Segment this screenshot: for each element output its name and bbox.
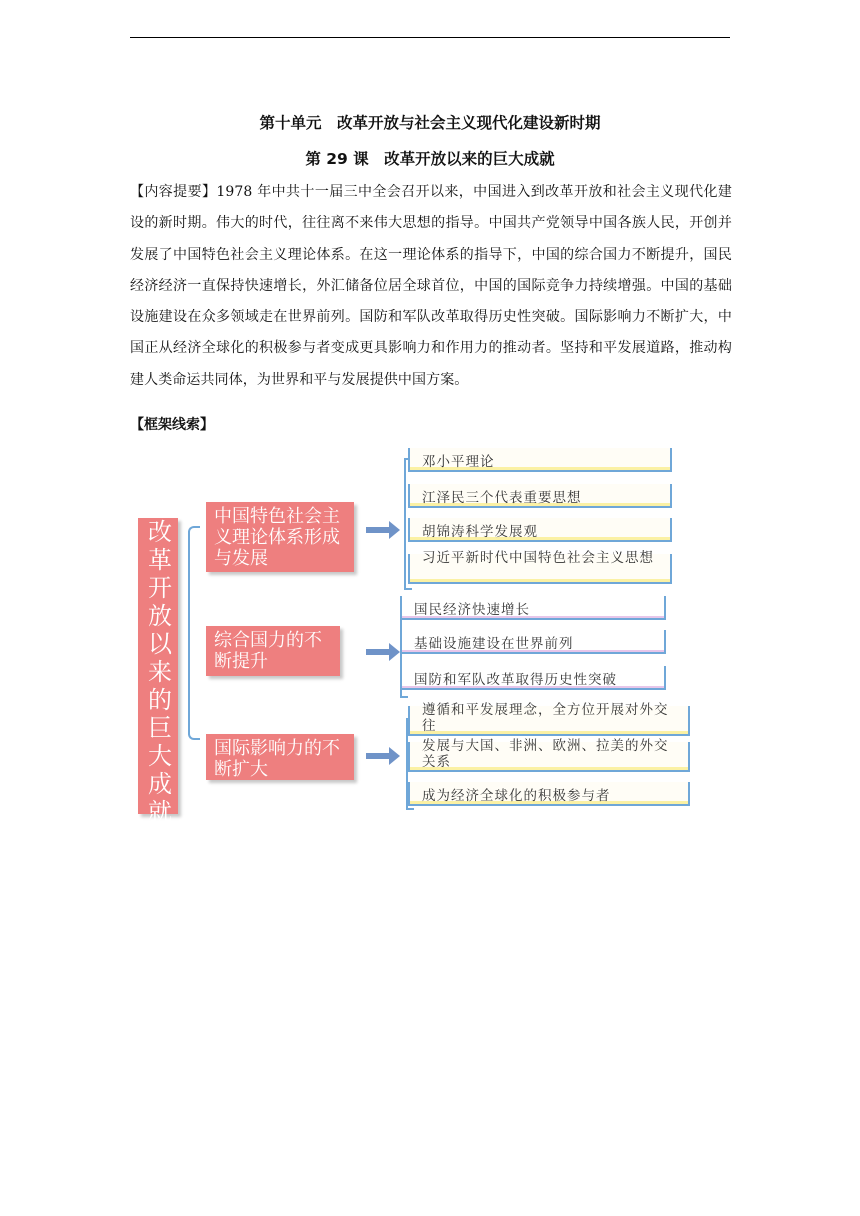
leaf-item: 江泽民三个代表重要思想 <box>408 484 672 508</box>
leaf-item: 国防和军队改革取得历史性突破 <box>400 666 666 690</box>
leaf-item: 胡锦涛科学发展观 <box>408 518 672 542</box>
category-international-label: 国际影响力的不断扩大 <box>214 738 340 780</box>
category-national-power <box>206 626 340 676</box>
category-theory-label: 中国特色社会主义理论体系形成与发展 <box>214 506 340 569</box>
header-rule <box>130 37 730 38</box>
leaf-item: 发展与大国、非洲、欧洲、拉美的外交关系 <box>408 742 690 772</box>
content-summary: 【内容提要】1978 年中共十一届三中全会召开以来，中国进入到改革开放和社会主义现代化建设的新时期。伟大的时代，往往离不来伟大思想的指导。中国共产党领导中国各族人民，开创并发展了中国特色社会主义理论体系。在这一理论体系的指导下，中国的综合国力不断提升，国民经济经济一直保持快速增长，外汇储备位居全球首位，中国的国际竞争力持续增强。中国的基础设施建设在众多领域走在世界前列。国防和军队改革取得历史性突破。国际影响力不断扩大，中国正从经济全球化的积极参与者变成更具影响力和作用力的推动者。坚持和平发展道路，推动构建人类命运共同体，为世界和平与发展提供中国方案。 <box>130 184 732 388</box>
leaf-item: 习近平新时代中国特色社会主义思想 <box>408 554 672 584</box>
arrow-right-icon <box>366 750 400 762</box>
leaf-item: 邓小平理论 <box>408 448 672 472</box>
category-national-power-label: 综合国力的不断提升 <box>214 630 322 672</box>
leaf-item: 国民经济快速增长 <box>400 596 666 620</box>
unit-title: 第十单元 改革开放与社会主义现代化建设新时期 <box>259 114 601 132</box>
leaf-item: 基础设施建设在世界前列 <box>400 630 666 654</box>
framework-diagram <box>130 440 730 830</box>
arrow-right-icon <box>366 646 400 658</box>
category-theory <box>206 502 354 572</box>
framework-label: 【框架线索】 <box>130 417 214 433</box>
main-brace <box>188 526 200 740</box>
category-international <box>206 734 354 780</box>
arrow-right-icon <box>366 524 400 536</box>
leaf-item: 遵循和平发展理念，全方位开展对外交往 <box>408 706 690 736</box>
leaf-item: 成为经济全球化的积极参与者 <box>408 782 690 806</box>
lesson-title: 第 29 课 改革开放以来的巨大成就 <box>305 150 555 168</box>
main-topic-label: 改革开放以来的巨大成就 <box>148 518 172 826</box>
